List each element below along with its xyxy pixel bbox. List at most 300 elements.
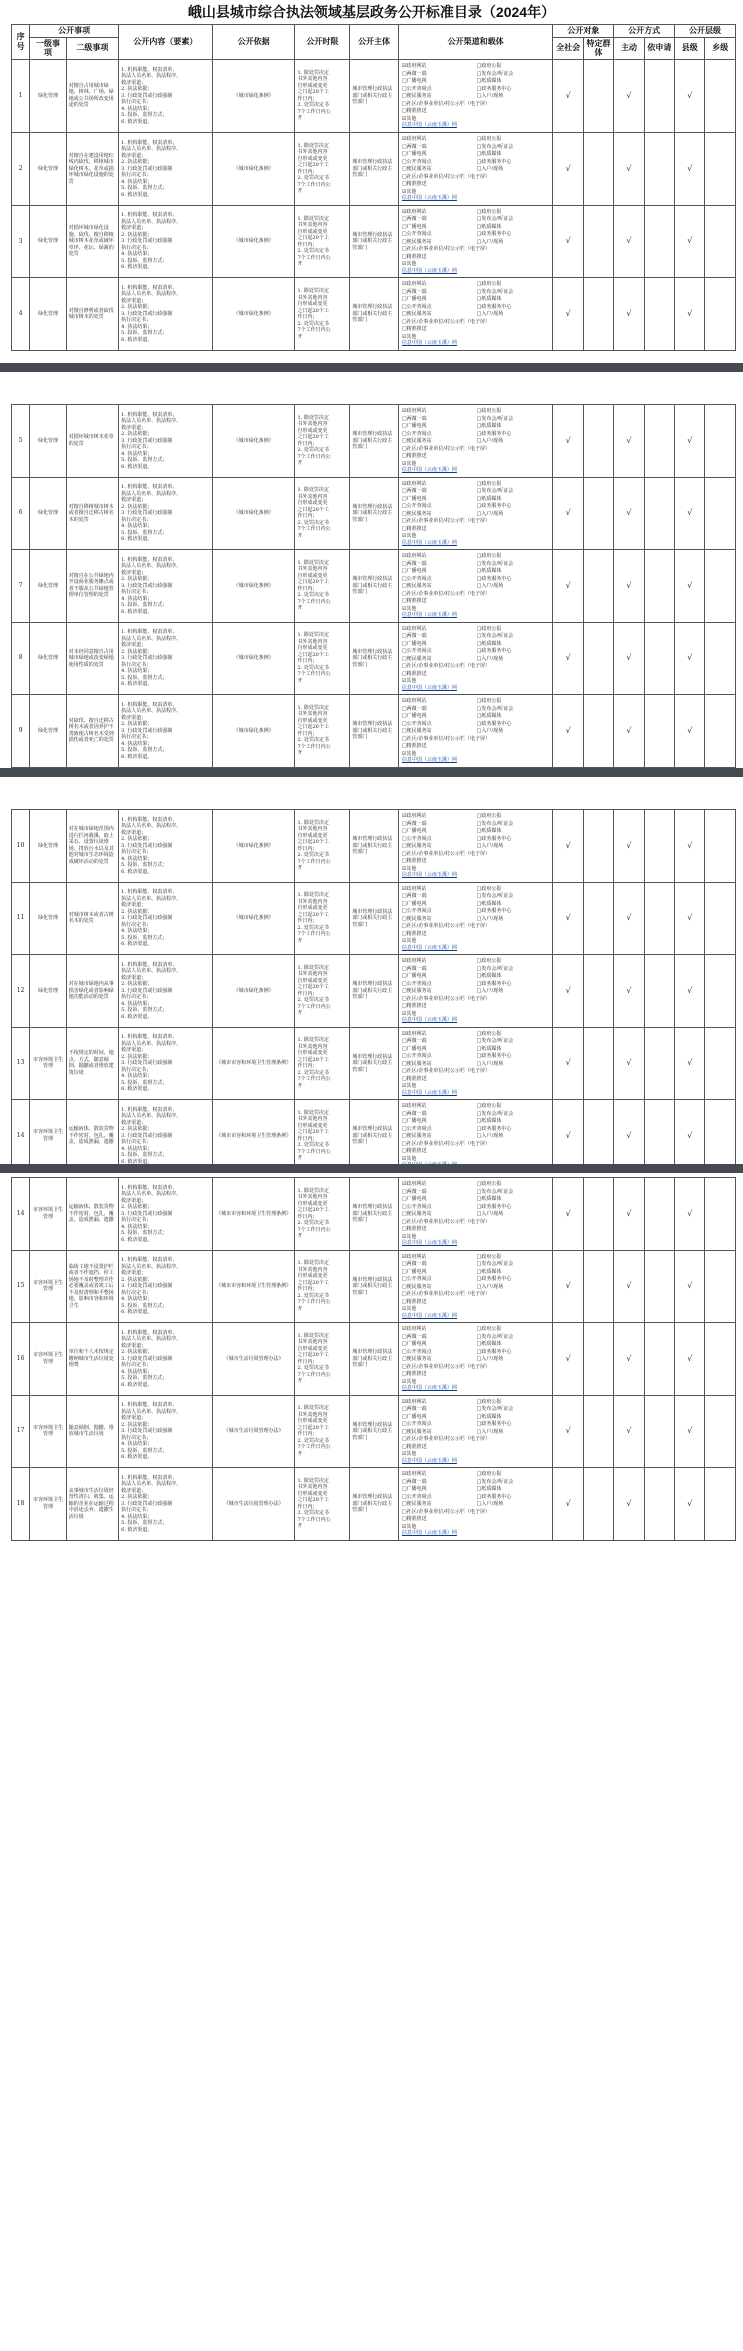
header-content: 公开内容（要素） xyxy=(119,25,213,60)
content-line: 5. 投诉、监督方式； xyxy=(121,457,168,463)
content-line: 3. 行政处罚或行政强制 xyxy=(121,238,173,245)
channel-option-community: □社区/企事业单位/村公示栏（电子屏） xyxy=(401,663,491,669)
primary-matter-text: 绿化管理 xyxy=(37,727,58,734)
time-line: 1. 除处罚决定 xyxy=(297,69,329,76)
level-county-cell xyxy=(675,695,705,768)
time-line: 1. 除处罚决定 xyxy=(297,1405,329,1412)
secondary-matter-text: 对损坏城市绿化设施、砍伐、擅自移植城市树木花草或破坏草坪、花坛、绿篱的处罚 xyxy=(68,225,114,258)
content-line: 5. 投诉、监督方式； xyxy=(121,1007,168,1013)
content-line: 执行决定书； xyxy=(121,244,152,251)
time-line: 7个工作日内公 xyxy=(297,453,331,460)
mode-request-cell xyxy=(644,205,674,278)
disclosure-subject xyxy=(350,1250,399,1323)
content-line: 救济渠道； xyxy=(121,225,147,232)
channel-other-link: 信息中国（云南玉溪）网 xyxy=(401,1240,457,1246)
channel-other-link: 信息中国（云南玉溪）网 xyxy=(401,944,457,951)
channel-option: □广播电视 xyxy=(401,900,427,907)
level-town-cell xyxy=(705,550,736,623)
channel-option: □便民服务站 xyxy=(401,1356,432,1362)
time-line: 1. 除处罚决定 xyxy=(297,1332,329,1339)
target-all-cell xyxy=(553,1468,583,1541)
content-line: 1. 机构职能、权责清单、 xyxy=(121,212,178,219)
time-line: 1. 除处罚决定 xyxy=(297,288,329,295)
disclosure-basis-text: 《城市生活垃圾管理办法》 xyxy=(223,1500,284,1507)
time-line: 书外其他内容 xyxy=(297,1339,328,1346)
channel-option: □两微一端 xyxy=(401,415,427,422)
time-line: 开 xyxy=(297,750,303,757)
channel-option: □纸质媒体 xyxy=(476,495,502,502)
target-all-tick: √ xyxy=(565,840,571,850)
content-line: 执法人员名单、执法程序、 xyxy=(121,895,182,902)
channel-option: □政府公报 xyxy=(476,1471,502,1477)
time-line: 作日内； xyxy=(297,730,318,737)
disclosure-basis-text: 《城市绿化条例》 xyxy=(233,437,274,444)
channel-other-link: 信息中国（云南玉溪）网 xyxy=(401,1385,457,1391)
content-line: 救济渠道； xyxy=(121,1487,147,1494)
row-number xyxy=(12,1027,30,1100)
channel-option-community: □社区/企事业单位/村公示栏（电子屏） xyxy=(401,1218,491,1225)
disclosure-channel xyxy=(398,955,553,1028)
channel-option: □政府公报 xyxy=(476,408,502,414)
time-line: 作日内； xyxy=(297,845,318,852)
disclosure-content xyxy=(119,1468,213,1541)
content-line: 4. 执法结果； xyxy=(121,450,153,457)
disclosure-subject-text: 城市管理行政执法部门或相关行政主管部门 xyxy=(352,908,393,928)
content-line: 3. 行政处罚或行政强制 xyxy=(121,92,173,99)
time-line: 1. 除处罚决定 xyxy=(297,632,329,639)
channel-checklist xyxy=(401,1179,551,1249)
content-line: 执行决定书； xyxy=(121,734,152,740)
content-line: 4. 执法结果； xyxy=(121,855,153,862)
level-county-cell xyxy=(675,405,705,478)
level-county-tick: √ xyxy=(687,435,693,445)
mode-active-cell xyxy=(614,955,644,1028)
channel-option: □发布会/听证会 xyxy=(476,1110,514,1117)
time-line: 作日内； xyxy=(297,1286,318,1293)
channel-option-push: □精准推送 xyxy=(401,598,427,604)
time-line: 7个工作日内公 xyxy=(297,1226,331,1233)
channel-option: □入户/现场 xyxy=(476,238,504,245)
channel-option: □政务服务中心 xyxy=(476,85,512,92)
time-line: 2. 处罚决定书 xyxy=(297,248,329,255)
content-line: 4. 执法结果； xyxy=(121,523,153,529)
content-line: 执行决定书； xyxy=(121,1066,152,1073)
target-all-cell xyxy=(553,695,583,768)
mode-active-tick: √ xyxy=(626,840,632,850)
channel-option: □政府公报 xyxy=(476,553,502,559)
disclosure-time xyxy=(295,622,350,695)
secondary-matter-text: 从事城市生活垃圾经营性清扫、收集、运输的企业在运输过程中沿途丢弃、遗撒生活垃圾 xyxy=(68,1487,114,1520)
mode-request-cell xyxy=(644,477,674,550)
content-line: 6. 救济渠道。 xyxy=(121,681,153,687)
time-line: 之日起20个工 xyxy=(297,1056,329,1063)
level-town-cell xyxy=(705,810,736,883)
time-line: 之日起20个工 xyxy=(297,1129,329,1136)
channel-option: □便民服务站 xyxy=(401,915,432,922)
content-line: 4. 执法结果； xyxy=(121,323,153,330)
level-county-cell xyxy=(675,1250,705,1323)
channel-option: □便民服务站 xyxy=(401,238,432,245)
channel-option: □政府公报 xyxy=(476,63,502,70)
secondary-matter xyxy=(66,1250,118,1323)
header-target: 公开对象 xyxy=(553,25,614,38)
disclosure-basis xyxy=(212,1468,295,1541)
time-line: 之日起20个工 xyxy=(297,506,329,513)
secondary-matter-text: 对擅自占用城市绿地、树林、广场、绿地或公共场所改变用途的处罚 xyxy=(68,82,114,109)
mode-active-cell xyxy=(614,405,644,478)
channel-option: □入户/现场 xyxy=(476,166,504,173)
table-row xyxy=(12,278,736,351)
header-lvl2: 二级事项 xyxy=(66,37,118,59)
content-line: 执行决定书； xyxy=(121,661,152,668)
channel-option: □两微一端 xyxy=(401,216,427,223)
channel-option: □公开查阅点 xyxy=(401,85,432,92)
channel-checklist xyxy=(401,207,551,277)
channel-option: □入户/现场 xyxy=(476,311,504,318)
channel-option: □纸质媒体 xyxy=(476,1196,502,1202)
level-county-tick: √ xyxy=(687,580,693,590)
content-line: 3. 行政处罚或行政强制 xyxy=(121,915,173,921)
content-line: 6. 救济渠道。 xyxy=(121,1236,153,1243)
content-line: 执行决定书； xyxy=(121,1434,152,1441)
mode-request-cell xyxy=(644,1468,674,1541)
target-all-tick: √ xyxy=(565,508,571,518)
channel-option: □发布会/听证会 xyxy=(476,1038,514,1044)
level-county-tick: √ xyxy=(687,1208,693,1218)
content-line: 5. 投诉、监督方式； xyxy=(121,330,168,337)
content-line: 6. 救济渠道。 xyxy=(121,868,153,875)
content-line: 4. 执法结果； xyxy=(121,1441,153,1447)
row-number-text: 16 xyxy=(16,1354,25,1362)
disclosure-basis-text: 《城市绿化条例》 xyxy=(233,727,274,734)
primary-matter-text: 绿化管理 xyxy=(37,915,58,921)
disclosure-basis-text: 《城市绿化条例》 xyxy=(233,165,274,172)
target-all-tick: √ xyxy=(565,913,571,923)
channel-option: □发布会/听证会 xyxy=(476,1406,514,1412)
time-line: 作日内； xyxy=(297,241,318,248)
channel-option: □纸质媒体 xyxy=(476,151,502,158)
disclosure-time xyxy=(295,1100,350,1173)
time-line: 7个工作日内公 xyxy=(297,1076,331,1083)
channel-option: □政府公报 xyxy=(476,208,502,215)
time-line: 2. 处罚决定书 xyxy=(297,997,329,1004)
channel-option-push: □精准推送 xyxy=(401,930,427,937)
content-line: 执法人员名单、执法程序、 xyxy=(121,291,182,298)
content-line: 4. 执法结果； xyxy=(121,668,153,674)
target-all-cell xyxy=(553,810,583,883)
time-line: 书外其他内容 xyxy=(297,898,328,905)
content-line: 执行决定书； xyxy=(121,1362,152,1368)
content-line: 1. 机构职能、权责清单、 xyxy=(121,139,178,146)
channel-option: □发布会/听证会 xyxy=(476,143,514,150)
time-line: 开 xyxy=(297,937,303,944)
channel-option-community: □社区/企事业单位/村公示栏（电子屏） xyxy=(401,923,491,929)
target-all-tick: √ xyxy=(565,435,571,445)
disclosure-time xyxy=(295,1027,350,1100)
channel-option: □广播电视 xyxy=(401,1413,427,1420)
content-line: 执法人员名单、执法程序、 xyxy=(121,968,182,974)
channel-option: □两微一端 xyxy=(401,1333,427,1340)
row-number xyxy=(12,622,30,695)
secondary-matter xyxy=(66,1468,118,1541)
target-specific-cell xyxy=(583,205,613,278)
channel-option: □政务服务中心 xyxy=(476,430,512,437)
channel-option-push: □精准推送 xyxy=(401,108,427,115)
table-row xyxy=(12,405,736,478)
row-number-text: 1 xyxy=(18,91,23,99)
content-line: 4. 执法结果； xyxy=(121,1368,153,1375)
disclosure-basis-text: 《城市绿化条例》 xyxy=(233,582,274,589)
mode-request-cell xyxy=(644,132,674,205)
channel-option: □入户/现场 xyxy=(476,93,504,100)
channel-option: □便民服务站 xyxy=(401,1501,432,1507)
content-line: 3. 行政处罚或行政强制 xyxy=(121,437,173,444)
content-line: 执法人员名单、执法程序、 xyxy=(121,418,182,424)
primary-matter-text: 绿化管理 xyxy=(37,510,58,516)
content-line: 3. 行政处罚或行政强制 xyxy=(121,1355,173,1362)
content-line: 执法人员名单、执法程序、 xyxy=(121,563,182,569)
mode-active-tick: √ xyxy=(626,653,632,663)
document-page-2 xyxy=(0,372,743,765)
secondary-matter xyxy=(66,622,118,695)
time-line: 自形成或变更 xyxy=(297,155,328,162)
header-matter: 公开事项 xyxy=(30,25,119,38)
channel-other-label: ☑其他 xyxy=(401,1233,417,1240)
target-all-tick: √ xyxy=(565,236,571,246)
disclosure-content xyxy=(119,622,213,695)
content-line: 执行决定书； xyxy=(121,1139,152,1145)
channel-option: □两微一端 xyxy=(401,488,427,494)
row-number-text: 12 xyxy=(16,986,25,994)
table-row xyxy=(12,1100,736,1173)
content-line: 4. 执法结果； xyxy=(121,1513,153,1520)
content-line: 执法人员名单、执法程序、 xyxy=(121,1481,182,1487)
content-line: 2. 执法依据； xyxy=(121,1204,153,1210)
channel-option-community: □社区/企事业单位/村公示栏（电子屏） xyxy=(401,1068,491,1074)
channel-option: □纸质媒体 xyxy=(476,78,502,85)
content-line: 3. 行政处罚或行政强制 xyxy=(121,842,173,849)
channel-option: □广播电视 xyxy=(401,1118,427,1124)
target-all-cell xyxy=(553,405,583,478)
channel-option: □纸质媒体 xyxy=(476,296,502,303)
time-line: 作日内； xyxy=(297,314,318,321)
disclosure-channel xyxy=(398,882,553,955)
row-number-text: 11 xyxy=(16,914,25,922)
channel-other-link: 信息中国（云南玉溪）网 xyxy=(401,340,457,347)
channel-option-push: □精准推送 xyxy=(401,1516,427,1522)
table-row xyxy=(12,132,736,205)
disclosure-subject-text: 城市管理行政执法部门或相关行政主管部门 xyxy=(352,836,393,855)
disclosure-basis xyxy=(212,622,295,695)
time-line: 书外其他内容 xyxy=(297,222,328,229)
target-specific-cell xyxy=(583,1027,613,1100)
level-county-cell xyxy=(675,882,705,955)
target-specific-cell xyxy=(583,405,613,478)
channel-option: □纸质媒体 xyxy=(476,900,502,907)
channel-option: □入户/现场 xyxy=(476,1501,504,1507)
channel-option: □政务服务中心 xyxy=(476,1053,512,1059)
disclosure-basis xyxy=(212,278,295,351)
disclosure-basis xyxy=(212,1250,295,1323)
primary-matter-text: 市容环境卫生管理 xyxy=(32,1207,63,1220)
disclosure-basis-text: 《城市绿化条例》 xyxy=(233,987,274,994)
level-town-cell xyxy=(705,1468,736,1541)
channel-option-community: □社区/企事业单位/村公示栏（电子屏） xyxy=(401,850,491,857)
time-line: 书外其他内容 xyxy=(297,1411,328,1418)
disclosure-subject-text: 城市管理行政执法部门或相关行政主管部门 xyxy=(352,1494,393,1513)
content-line: 6. 救济渠道。 xyxy=(121,118,153,125)
channel-option: □纸质媒体 xyxy=(476,1341,502,1347)
channel-other-link: 信息中国（云南玉溪）网 xyxy=(401,1089,457,1096)
primary-matter xyxy=(30,205,67,278)
secondary-matter-text: 随意倾倒、抛撒、堆放城市生活垃圾 xyxy=(68,1424,114,1438)
channel-option: □便民服务站 xyxy=(401,1211,432,1217)
table-row xyxy=(12,1323,736,1396)
row-number-text: 2 xyxy=(18,164,23,172)
channel-option-push: □精准推送 xyxy=(401,743,427,749)
channel-option-other xyxy=(402,606,550,619)
target-all-cell xyxy=(553,882,583,955)
time-line: 2. 处罚决定书 xyxy=(297,102,329,109)
content-line: 6. 救济渠道。 xyxy=(121,1526,153,1533)
level-town-cell xyxy=(705,882,736,955)
level-county-cell xyxy=(675,132,705,205)
level-town-cell xyxy=(705,1250,736,1323)
time-line: 开 xyxy=(297,460,303,467)
row-number xyxy=(12,550,30,623)
channel-option: □便民服务站 xyxy=(401,1060,432,1067)
primary-matter xyxy=(30,132,67,205)
mode-request-cell xyxy=(644,1178,674,1251)
level-county-tick: √ xyxy=(687,840,693,850)
disclosure-time xyxy=(295,205,350,278)
time-line: 7个工作日内公 xyxy=(297,1148,331,1155)
channel-option: □政务服务中心 xyxy=(476,1276,512,1282)
channel-option: ☑政府网站 xyxy=(401,480,427,487)
time-line: 1. 除处罚决定 xyxy=(297,142,329,149)
content-line: 4. 执法结果； xyxy=(121,1145,153,1152)
channel-option-push: □精准推送 xyxy=(401,670,427,677)
table-row xyxy=(12,1178,736,1251)
channel-checklist xyxy=(401,134,551,204)
secondary-matter-text: 运输液体、散装货物不作密封、包扎、覆盖，造成泄漏、遗撒 xyxy=(68,1126,114,1145)
time-line: 开 xyxy=(297,261,303,268)
table-row xyxy=(12,882,736,955)
level-county-tick: √ xyxy=(687,1281,693,1291)
channel-option: □公开查阅点 xyxy=(401,1053,432,1059)
content-line: 执行决定书； xyxy=(121,849,152,855)
channel-option: □入户/现场 xyxy=(476,655,504,662)
disclosure-subject-text: 城市管理行政执法部门或相关行政主管部门 xyxy=(352,231,393,251)
content-line: 4. 执法结果； xyxy=(121,251,153,258)
header-seq: 序号 xyxy=(12,25,30,60)
disclosure-channel xyxy=(398,405,553,478)
channel-option: □入户/现场 xyxy=(476,843,504,849)
time-line: 开 xyxy=(297,605,303,612)
mode-request-cell xyxy=(644,1395,674,1468)
target-all-cell xyxy=(553,550,583,623)
disclosure-basis-text: 《城市生活垃圾管理办法》 xyxy=(223,1428,284,1434)
channel-option: □便民服务站 xyxy=(401,510,432,517)
channel-option-push: □精准推送 xyxy=(401,858,427,864)
content-line: 救济渠道； xyxy=(121,569,147,576)
level-county-tick: √ xyxy=(687,1353,693,1363)
channel-option: □入户/现场 xyxy=(476,438,504,444)
time-line: 自形成或变更 xyxy=(297,905,328,912)
row-number xyxy=(12,695,30,768)
disclosure-content xyxy=(119,550,213,623)
channel-option: □发布会/听证会 xyxy=(476,488,514,494)
primary-matter-text: 市容环境卫生管理 xyxy=(32,1424,63,1438)
secondary-matter-text: 运输液体、散装货物不作密封、包扎、覆盖，造成泄漏、遗撒 xyxy=(68,1204,114,1223)
time-line: 自形成或变更 xyxy=(297,1122,328,1129)
content-line: 4. 执法结果； xyxy=(121,1296,153,1302)
channel-option: □公开查阅点 xyxy=(401,648,432,654)
content-line: 2. 执法依据； xyxy=(121,908,153,915)
secondary-matter xyxy=(66,405,118,478)
channel-option: □纸质媒体 xyxy=(476,640,502,647)
content-line: 4. 执法结果； xyxy=(121,595,153,602)
level-county-tick: √ xyxy=(687,508,693,518)
disclosure-basis xyxy=(212,882,295,955)
time-line: 开 xyxy=(297,677,303,684)
secondary-matter xyxy=(66,1027,118,1100)
level-town-cell xyxy=(705,695,736,768)
channel-option-push: □精准推送 xyxy=(401,1371,427,1377)
channel-checklist xyxy=(401,1469,551,1539)
channel-option: □广播电视 xyxy=(401,1268,427,1275)
target-all-cell xyxy=(553,477,583,550)
channel-other-label: ☑其他 xyxy=(401,938,417,944)
time-line: 自形成或变更 xyxy=(297,572,328,579)
disclosure-content xyxy=(119,1178,213,1251)
primary-matter-text: 市容环境卫生管理 xyxy=(32,1279,63,1293)
channel-other-label: ☑其他 xyxy=(401,865,417,872)
time-line: 7个工作日内公 xyxy=(297,181,331,188)
time-line: 2. 处罚决定书 xyxy=(297,737,329,744)
content-line: 执行决定书； xyxy=(121,589,152,595)
mode-active-tick: √ xyxy=(626,985,632,995)
catalog-table xyxy=(11,24,736,351)
channel-other-link: 信息中国（云南玉溪）网 xyxy=(401,122,457,129)
disclosure-basis-text: 《城市绿化条例》 xyxy=(233,842,274,849)
mode-active-tick: √ xyxy=(626,725,632,735)
row-number-text: 7 xyxy=(18,581,23,589)
time-line: 2. 处罚决定书 xyxy=(297,1510,329,1517)
channel-option: ☑政府网站 xyxy=(401,553,427,559)
target-all-tick: √ xyxy=(565,985,571,995)
row-number xyxy=(12,1468,30,1541)
target-specific-cell xyxy=(583,955,613,1028)
channel-option-community: □社区/企事业单位/村公示栏（电子屏） xyxy=(401,1363,491,1370)
mode-request-cell xyxy=(644,59,674,132)
disclosure-subject-text: 城市管理行政执法部门或相关行政主管部门 xyxy=(352,648,393,668)
time-line: 开 xyxy=(297,188,303,195)
header-town: 乡级 xyxy=(705,37,736,59)
content-line: 3. 行政处罚或行政强制 xyxy=(121,1500,173,1507)
catalog-table xyxy=(11,809,736,1173)
channel-option: □公开查阅点 xyxy=(401,1348,432,1355)
mode-active-tick: √ xyxy=(626,1426,632,1436)
time-line: 之日起20个工 xyxy=(297,724,329,731)
content-line: 3. 行政处罚或行政强制 xyxy=(121,1428,173,1434)
content-line: 1. 机构职能、权责清单、 xyxy=(121,629,178,635)
primary-matter-text: 绿化管理 xyxy=(37,582,58,589)
disclosure-subject-text: 城市管理行政执法部门或相关行政主管部门 xyxy=(352,1053,393,1073)
channel-option: □政务服务中心 xyxy=(476,231,512,238)
secondary-matter xyxy=(66,1178,118,1251)
content-line: 5. 投诉、监督方式； xyxy=(121,1152,168,1158)
